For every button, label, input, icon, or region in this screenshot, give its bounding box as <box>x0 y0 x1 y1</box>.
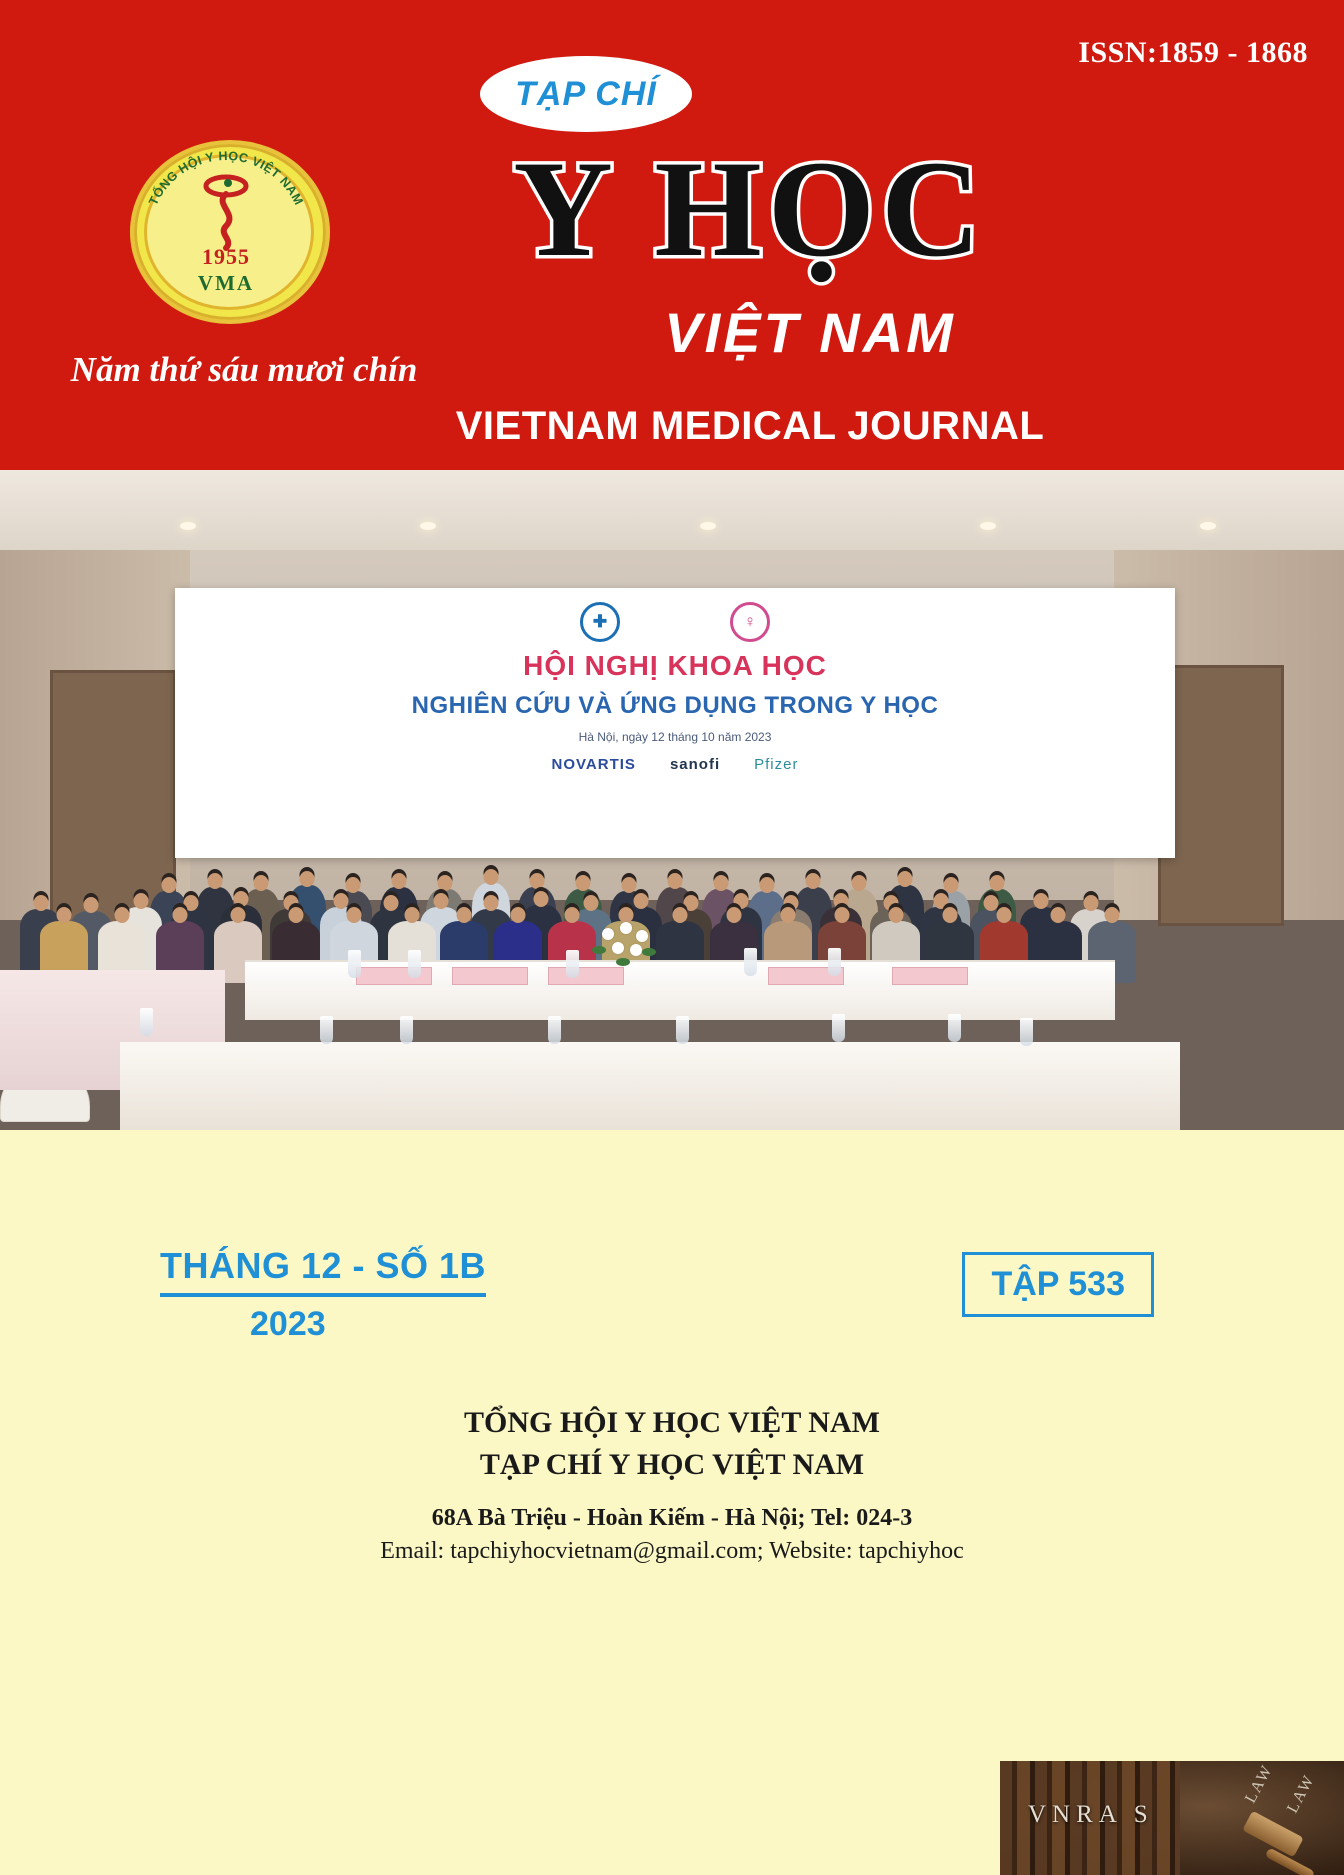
water-glass <box>348 950 361 978</box>
water-glass <box>832 1014 845 1042</box>
tapchi-badge <box>480 56 692 132</box>
publisher-block <box>0 1402 1344 1486</box>
medical-emblem-icon: ✚ <box>580 602 620 642</box>
cover-header <box>0 0 1344 470</box>
vma-emblem <box>122 140 332 320</box>
watermark-law-text: LAW <box>1241 1761 1277 1806</box>
ceiling <box>0 470 1344 550</box>
svg-text:TỔNG HỘI Y HỌC VIỆT NAM: TỔNG HỘI Y HỌC VIỆT NAM <box>146 148 306 208</box>
group-photo-attendees <box>0 768 1344 983</box>
journal-title-script: VIỆT NAM <box>664 301 956 364</box>
publisher-contact: Email: tapchiyhocvietnam@gmail.com; Website: tapchiyhoc <box>380 1538 964 1564</box>
volume-year-text: Năm thứ sáu mươi chín <box>70 350 418 389</box>
cover-footer <box>0 1130 1344 1875</box>
watermark-law-text: LAW <box>1283 1771 1319 1816</box>
screen-logos <box>175 602 1175 642</box>
water-glass <box>566 950 579 978</box>
conference-title: HỘI NGHỊ KHOA HỌC <box>523 650 827 681</box>
water-glass <box>140 1008 153 1036</box>
conference-date: Hà Nội, ngày 12 tháng 10 năm 2023 <box>578 730 772 744</box>
ceiling-light <box>1200 522 1216 530</box>
issue-year: 2023 <box>250 1305 326 1343</box>
emblem-abbrev: VMA <box>197 271 255 295</box>
publisher-address: 68A Bà Triệu - Hoàn Kiếm - Hà Nội; Tel: 024-3 <box>431 1505 913 1531</box>
water-glass <box>320 1016 333 1044</box>
conference-subtitle: NGHIÊN CỨU VÀ ỨNG DỤNG TRONG Y HỌC <box>411 692 939 719</box>
water-glass <box>676 1016 689 1044</box>
law-watermark <box>1000 1761 1344 1875</box>
cover-photo <box>0 470 1344 1130</box>
publisher-line-1: TỔNG HỘI Y HỌC VIỆT NAM <box>464 1406 880 1439</box>
ceiling-light <box>180 522 196 530</box>
journal-title-english: VIETNAM MEDICAL JOURNAL <box>455 404 1045 448</box>
watermark-text: VNRA S <box>1028 1801 1154 1828</box>
nameplate <box>452 967 528 985</box>
sponsor-logo: NOVARTIS <box>551 756 636 773</box>
water-glass <box>400 1016 413 1044</box>
asclepius-snake-icon <box>184 170 268 254</box>
nameplate <box>892 967 968 985</box>
ceiling-light <box>420 522 436 530</box>
flower-bouquet <box>592 922 658 976</box>
sponsor-logo: Pfizer <box>754 756 799 773</box>
issn-text: ISSN:1859 - 1868 <box>1078 36 1308 69</box>
issue-label: THÁNG 12 - SỐ 1B <box>160 1245 486 1297</box>
front-table <box>120 1042 1180 1130</box>
sponsor-logo: sanofi <box>669 756 721 773</box>
ceiling-light <box>980 522 996 530</box>
water-glass <box>828 948 841 976</box>
water-glass <box>1020 1018 1033 1046</box>
womens-health-emblem-icon: ♀ <box>730 602 770 642</box>
ceiling-light <box>700 522 716 530</box>
journal-title-main: Y HỌC <box>513 132 987 285</box>
emblem-year: 1955 <box>202 244 250 269</box>
water-glass <box>744 948 757 976</box>
publisher-line-2: TẠP CHÍ Y HỌC VIỆT NAM <box>479 1448 865 1481</box>
water-glass <box>548 1016 561 1044</box>
water-glass <box>408 950 421 978</box>
tapchi-label: TẠP CHÍ <box>515 74 657 113</box>
volume-badge: TẬP 533 <box>962 1252 1154 1317</box>
water-glass <box>948 1014 961 1042</box>
